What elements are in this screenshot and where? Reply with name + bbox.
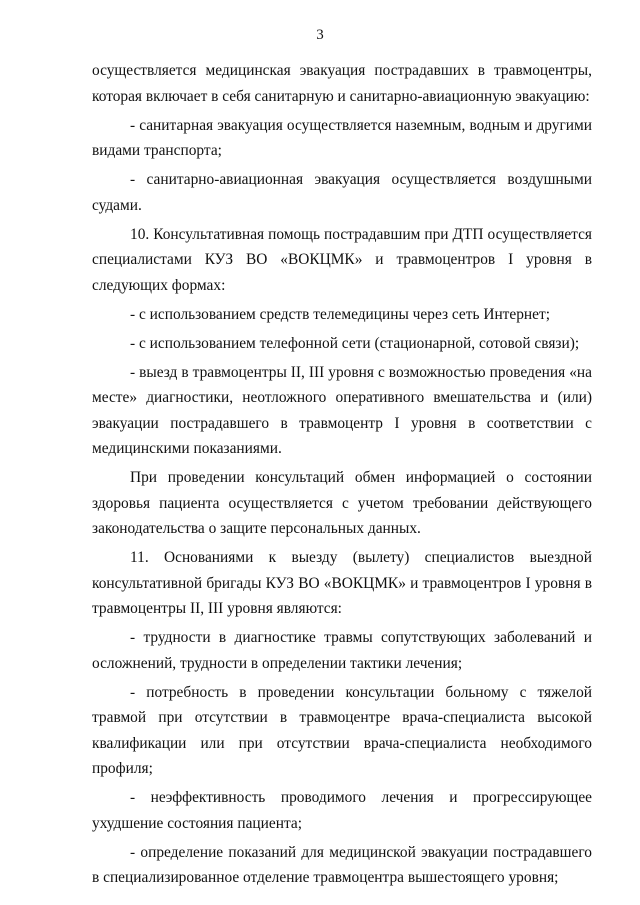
list-item-air-evacuation: - санитарно-авиационная эвакуация осуществляется воздушными судами. [92, 171, 592, 214]
document-body [92, 58, 592, 894]
paragraph-data-protection: При проведении консультаций обмен информацией о состоянии здоровья пациента осуществляется с учетом требовании действующего законодательства о защите персональных данных. [92, 469, 592, 537]
list-item-telephone: - с использованием телефонной сети (стационарной, сотовой связи); [130, 334, 580, 352]
list-item-consultation-need: - потребность в проведении консультации больному с тяжелой травмой при отсутствии в травмоцентре врача-специалиста высокой квалификации или при отсутствии врача-специалиста необходимого профиля; [92, 683, 592, 777]
list-item-evacuation-indications: - определение показаний для медицинской эвакуации пострадавшего в специализированное отделение травмоцентра вышестоящего уровня; [92, 843, 592, 886]
list-item-diagnostic-difficulties: - трудности в диагностике травмы сопутствующих заболеваний и осложнений, трудности в определении тактики лечения; [92, 629, 592, 672]
paragraph-section-11: 11. Основаниями к выезду (вылету) специалистов выездной консультативной бригады КУЗ ВО «ВОКЦМК» и травмоцентров I уровня в травмоцентры II, III уровня являются: [92, 549, 592, 617]
paragraph-section-10: 10. Консультативная помощь пострадавшим при ДТП осуществляется специалистами КУЗ ВО «ВОКЦМК» и травмоцентров I уровня в следующих формах: [92, 225, 592, 294]
page-number: 3 [316, 27, 324, 43]
list-item-ineffective-treatment: - неэффективность проводимого лечения и прогрессирующее ухудшение состояния пациента; [92, 789, 592, 832]
list-item-onsite-visit: - выезд в травмоцентры II, III уровня с возможностью проведения «на месте» диагностики, неотложного оперативного вмешательства и (или) эвакуации пострадавшего в травмоцентр I уровня в соответствии с медицинскими показаниями. [92, 363, 592, 457]
paragraph-evacuation-intro: осуществляется медицинская эвакуация пострадавших в травмоцентры, которая включает в себя санитарную и санитарно-авиационную эвакуацию: [92, 62, 592, 105]
list-item-telemedicine: - с использованием средств телемедицины через сеть Интернет; [130, 305, 551, 323]
list-item-sanitary-evacuation: - санитарная эвакуация осуществляется наземным, водным и другими видами транспорта; [92, 116, 592, 159]
